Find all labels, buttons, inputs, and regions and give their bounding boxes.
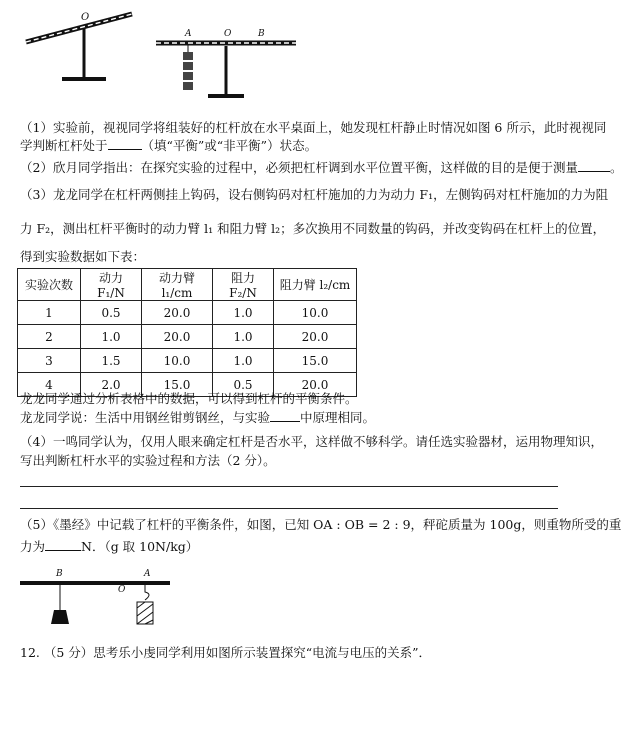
table-cell: 20.0 <box>142 325 213 349</box>
table-cell: 0.5 <box>213 373 274 397</box>
q4-answer-line[interactable] <box>20 486 558 487</box>
q2-answer-blank[interactable] <box>578 159 610 172</box>
lever-point-label: B <box>258 29 265 39</box>
table-header-cell: 实验次数 <box>18 269 81 301</box>
table-cell: 1.0 <box>213 325 274 349</box>
table-cell: 20.0 <box>142 301 213 325</box>
steelyard-point-label: A <box>144 569 151 579</box>
table-row <box>18 349 357 373</box>
lever-point-label: O <box>224 29 232 39</box>
q5-line1: （5）《墨经》中记载了杠杆的平衡条件，如图，已知 OA : OB = 2 : 9，秤砣质量为 100g，则重物所受的重 <box>20 517 622 532</box>
lever-balanced-figure <box>150 26 302 106</box>
table-cell: 20.0 <box>274 373 357 397</box>
table-cell: 1.0 <box>213 301 274 325</box>
table-cell: 10.0 <box>274 301 357 325</box>
table-cell: 3 <box>18 349 81 373</box>
table-cell: 1.5 <box>81 349 142 373</box>
q5-line2: 力为 N．（g 取 10N/kg） <box>20 539 199 554</box>
lever-point-label: A <box>185 29 192 39</box>
q1-answer-blank[interactable] <box>108 137 142 150</box>
table-header-cell: 阻力 F₂/N <box>213 269 274 301</box>
table-cell: 0.5 <box>81 301 142 325</box>
table-header-row <box>18 269 357 301</box>
q1-line2: 学判断杠杆处于 （填“平衡”或“非平衡”）状态。 <box>20 138 318 153</box>
table-cell: 20.0 <box>274 325 357 349</box>
table-cell: 15.0 <box>274 349 357 373</box>
steelyard-figure <box>18 562 176 634</box>
q3-line1: （3）龙龙同学在杠杆两侧挂上钩码，设右侧钩码对杠杆施加的力为动力 F₁，左侧钩码对杠杆施加的力为阻 <box>20 187 609 202</box>
experiment-data-table <box>17 268 357 397</box>
steelyard-point-label: O <box>118 585 126 595</box>
table-cell: 2 <box>18 325 81 349</box>
table-header-cell: 动力 F₁/N <box>81 269 142 301</box>
q4-line2: 写出判断杠杆水平的实验过程和方法（2 分）。 <box>20 453 276 468</box>
q5-answer-blank[interactable] <box>45 538 81 551</box>
table-row <box>18 301 357 325</box>
steelyard-point-label: B <box>56 569 63 579</box>
q2-line1: （2）欣月同学指出：在探究实验的过程中，必须把杠杆调到水平位置平衡，这样做的目的是便于测量 。 <box>20 160 622 175</box>
table-cell: 10.0 <box>142 349 213 373</box>
table-cell: 15.0 <box>142 373 213 397</box>
q1-line1: （1）实验前，视视同学将组装好的杠杆放在水平桌面上，她发现杠杆静止时情况如图 6 所示，此时视视同 <box>20 120 607 135</box>
table-cell: 1 <box>18 301 81 325</box>
q3-after1: 龙龙同学通过分析表格中的数据，可以得到杠杆的平衡条件。 <box>20 391 358 406</box>
pivot-label-o: O <box>81 12 90 23</box>
q4-line1: （4）一鸣同学认为，仅用人眼来确定杠杆是否水平，这样做不够科学。请任选实验器材，运用物理知识， <box>20 434 603 449</box>
q3-after2: 龙龙同学说：生活中用钢丝钳剪钢丝，与实验 中原理相同。 <box>20 410 376 425</box>
table-cell: 2.0 <box>81 373 142 397</box>
table-cell: 4 <box>18 373 81 397</box>
table-header-cell: 阻力臂 l₂/cm <box>274 269 357 301</box>
table-cell: 1.0 <box>81 325 142 349</box>
q4-answer-line[interactable] <box>20 508 558 509</box>
q3-line2: 力 F₂，测出杠杆平衡时的动力臂 l₁ 和阻力臂 l₂；多次换用不同数量的钩码，并改变钩码在杠杆上的位置， <box>20 221 606 236</box>
lever-tilted-figure <box>18 4 142 86</box>
table-cell: 1.0 <box>213 349 274 373</box>
table-row <box>18 325 357 349</box>
q3-answer-blank[interactable] <box>270 409 300 422</box>
q3-line3: 得到实验数据如下表： <box>20 249 146 264</box>
q12-text: 12. （5 分）思考乐小虔同学利用如图所示装置探究“电流与电压的关系”． <box>20 645 432 660</box>
table-header-cell: 动力臂 l₁/cm <box>142 269 213 301</box>
